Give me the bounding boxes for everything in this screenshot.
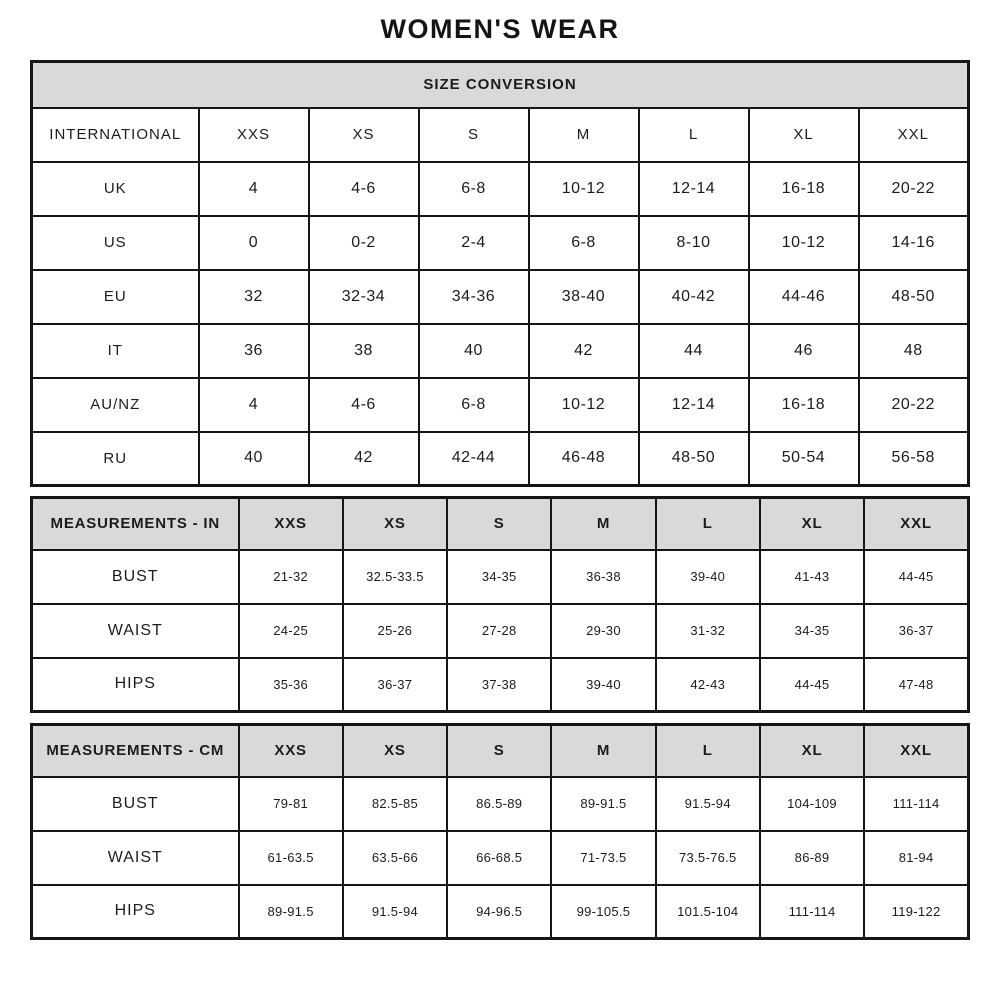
value-cell: 48-50 bbox=[859, 270, 969, 324]
value-cell: 66-68.5 bbox=[447, 831, 551, 885]
value-cell: 44 bbox=[639, 324, 749, 378]
table-band-header: SIZE CONVERSION bbox=[32, 62, 969, 108]
size-column-header: XL bbox=[749, 108, 859, 162]
value-cell: 91.5-94 bbox=[343, 885, 447, 939]
value-cell: 104-109 bbox=[760, 777, 864, 831]
value-cell: 89-91.5 bbox=[239, 885, 343, 939]
table-band-header: MEASUREMENTS - CM bbox=[32, 725, 239, 777]
size-column-header: XS bbox=[343, 725, 447, 777]
value-cell: 48-50 bbox=[639, 432, 749, 486]
value-cell: 24-25 bbox=[239, 604, 343, 658]
value-cell: 42 bbox=[529, 324, 639, 378]
value-cell: 42 bbox=[309, 432, 419, 486]
size-column-header: L bbox=[639, 108, 749, 162]
size-conversion-table bbox=[30, 60, 970, 487]
value-cell: 71-73.5 bbox=[551, 831, 655, 885]
value-cell: 36-38 bbox=[551, 550, 655, 604]
row-label-cell: UK bbox=[32, 162, 199, 216]
value-cell: 32 bbox=[199, 270, 309, 324]
value-cell: 21-32 bbox=[239, 550, 343, 604]
value-cell: 50-54 bbox=[749, 432, 859, 486]
row-label-cell: EU bbox=[32, 270, 199, 324]
row-label-cell: IT bbox=[32, 324, 199, 378]
table-row bbox=[32, 378, 969, 432]
value-cell: 46 bbox=[749, 324, 859, 378]
table-row bbox=[32, 324, 969, 378]
value-cell: 27-28 bbox=[447, 604, 551, 658]
value-cell: 44-46 bbox=[749, 270, 859, 324]
column-header-row bbox=[32, 498, 969, 550]
value-cell: 37-38 bbox=[447, 658, 551, 712]
row-label-cell: AU/NZ bbox=[32, 378, 199, 432]
value-cell: 48 bbox=[859, 324, 969, 378]
table-row bbox=[32, 885, 969, 939]
value-cell: 31-32 bbox=[656, 604, 760, 658]
table-row bbox=[32, 831, 969, 885]
value-cell: 44-45 bbox=[760, 658, 864, 712]
value-cell: 10-12 bbox=[529, 378, 639, 432]
value-cell: 8-10 bbox=[639, 216, 749, 270]
value-cell: 4-6 bbox=[309, 378, 419, 432]
size-column-header: XXL bbox=[859, 108, 969, 162]
value-cell: 36-37 bbox=[343, 658, 447, 712]
table-row bbox=[32, 777, 969, 831]
value-cell: 111-114 bbox=[760, 885, 864, 939]
value-cell: 34-36 bbox=[419, 270, 529, 324]
value-cell: 46-48 bbox=[529, 432, 639, 486]
value-cell: 82.5-85 bbox=[343, 777, 447, 831]
value-cell: 10-12 bbox=[749, 216, 859, 270]
measurements-cm-table bbox=[30, 723, 970, 940]
value-cell: 20-22 bbox=[859, 378, 969, 432]
value-cell: 4 bbox=[199, 378, 309, 432]
size-column-header: XL bbox=[760, 498, 864, 550]
row-label-cell: RU bbox=[32, 432, 199, 486]
value-cell: 42-43 bbox=[656, 658, 760, 712]
value-cell: 89-91.5 bbox=[551, 777, 655, 831]
table-row bbox=[32, 432, 969, 486]
value-cell: 94-96.5 bbox=[447, 885, 551, 939]
row-label-cell: HIPS bbox=[32, 885, 239, 939]
value-cell: 4-6 bbox=[309, 162, 419, 216]
size-column-header: XL bbox=[760, 725, 864, 777]
size-column-header: XXS bbox=[239, 725, 343, 777]
value-cell: 79-81 bbox=[239, 777, 343, 831]
row-label-cell: HIPS bbox=[32, 658, 239, 712]
value-cell: 111-114 bbox=[864, 777, 968, 831]
size-column-header: XS bbox=[343, 498, 447, 550]
row-label-cell: BUST bbox=[32, 777, 239, 831]
value-cell: 0-2 bbox=[309, 216, 419, 270]
value-cell: 6-8 bbox=[419, 378, 529, 432]
table-row bbox=[32, 216, 969, 270]
value-cell: 91.5-94 bbox=[656, 777, 760, 831]
value-cell: 14-16 bbox=[859, 216, 969, 270]
value-cell: 12-14 bbox=[639, 378, 749, 432]
row-label-cell: BUST bbox=[32, 550, 239, 604]
value-cell: 44-45 bbox=[864, 550, 968, 604]
size-column-header: S bbox=[419, 108, 529, 162]
value-cell: 42-44 bbox=[419, 432, 529, 486]
value-cell: 16-18 bbox=[749, 378, 859, 432]
value-cell: 40 bbox=[419, 324, 529, 378]
table-row bbox=[32, 604, 969, 658]
value-cell: 36-37 bbox=[864, 604, 968, 658]
value-cell: 61-63.5 bbox=[239, 831, 343, 885]
value-cell: 6-8 bbox=[419, 162, 529, 216]
value-cell: 81-94 bbox=[864, 831, 968, 885]
value-cell: 38 bbox=[309, 324, 419, 378]
value-cell: 86.5-89 bbox=[447, 777, 551, 831]
value-cell: 34-35 bbox=[447, 550, 551, 604]
value-cell: 40 bbox=[199, 432, 309, 486]
value-cell: 25-26 bbox=[343, 604, 447, 658]
value-cell: 20-22 bbox=[859, 162, 969, 216]
value-cell: 16-18 bbox=[749, 162, 859, 216]
size-column-header: L bbox=[656, 498, 760, 550]
column-header-row bbox=[32, 725, 969, 777]
value-cell: 63.5-66 bbox=[343, 831, 447, 885]
value-cell: 73.5-76.5 bbox=[656, 831, 760, 885]
size-column-header: XXS bbox=[239, 498, 343, 550]
value-cell: 35-36 bbox=[239, 658, 343, 712]
size-column-header: M bbox=[551, 725, 655, 777]
size-column-header: M bbox=[551, 498, 655, 550]
value-cell: 6-8 bbox=[529, 216, 639, 270]
value-cell: 34-35 bbox=[760, 604, 864, 658]
table-row bbox=[32, 162, 969, 216]
size-column-header: M bbox=[529, 108, 639, 162]
size-column-header: XXL bbox=[864, 725, 968, 777]
value-cell: 38-40 bbox=[529, 270, 639, 324]
row-label-column-header: INTERNATIONAL bbox=[32, 108, 199, 162]
value-cell: 39-40 bbox=[656, 550, 760, 604]
value-cell: 10-12 bbox=[529, 162, 639, 216]
page-title: WOMEN'S WEAR bbox=[380, 14, 620, 44]
value-cell: 36 bbox=[199, 324, 309, 378]
value-cell: 40-42 bbox=[639, 270, 749, 324]
size-column-header: S bbox=[447, 725, 551, 777]
size-column-header: L bbox=[656, 725, 760, 777]
value-cell: 32-34 bbox=[309, 270, 419, 324]
size-column-header: S bbox=[447, 498, 551, 550]
table-band-row bbox=[32, 62, 969, 108]
value-cell: 2-4 bbox=[419, 216, 529, 270]
value-cell: 32.5-33.5 bbox=[343, 550, 447, 604]
value-cell: 99-105.5 bbox=[551, 885, 655, 939]
value-cell: 12-14 bbox=[639, 162, 749, 216]
size-column-header: XXS bbox=[199, 108, 309, 162]
table-row bbox=[32, 658, 969, 712]
table-band-header: MEASUREMENTS - IN bbox=[32, 498, 239, 550]
value-cell: 47-48 bbox=[864, 658, 968, 712]
size-column-header: XXL bbox=[864, 498, 968, 550]
row-label-cell: WAIST bbox=[32, 604, 239, 658]
value-cell: 41-43 bbox=[760, 550, 864, 604]
value-cell: 101.5-104 bbox=[656, 885, 760, 939]
value-cell: 56-58 bbox=[859, 432, 969, 486]
table-row bbox=[32, 550, 969, 604]
value-cell: 119-122 bbox=[864, 885, 968, 939]
measurements-in-table bbox=[30, 496, 970, 713]
value-cell: 29-30 bbox=[551, 604, 655, 658]
table-row bbox=[32, 270, 969, 324]
value-cell: 39-40 bbox=[551, 658, 655, 712]
column-header-row bbox=[32, 108, 969, 162]
row-label-cell: US bbox=[32, 216, 199, 270]
value-cell: 86-89 bbox=[760, 831, 864, 885]
value-cell: 4 bbox=[199, 162, 309, 216]
row-label-cell: WAIST bbox=[32, 831, 239, 885]
value-cell: 0 bbox=[199, 216, 309, 270]
size-column-header: XS bbox=[309, 108, 419, 162]
